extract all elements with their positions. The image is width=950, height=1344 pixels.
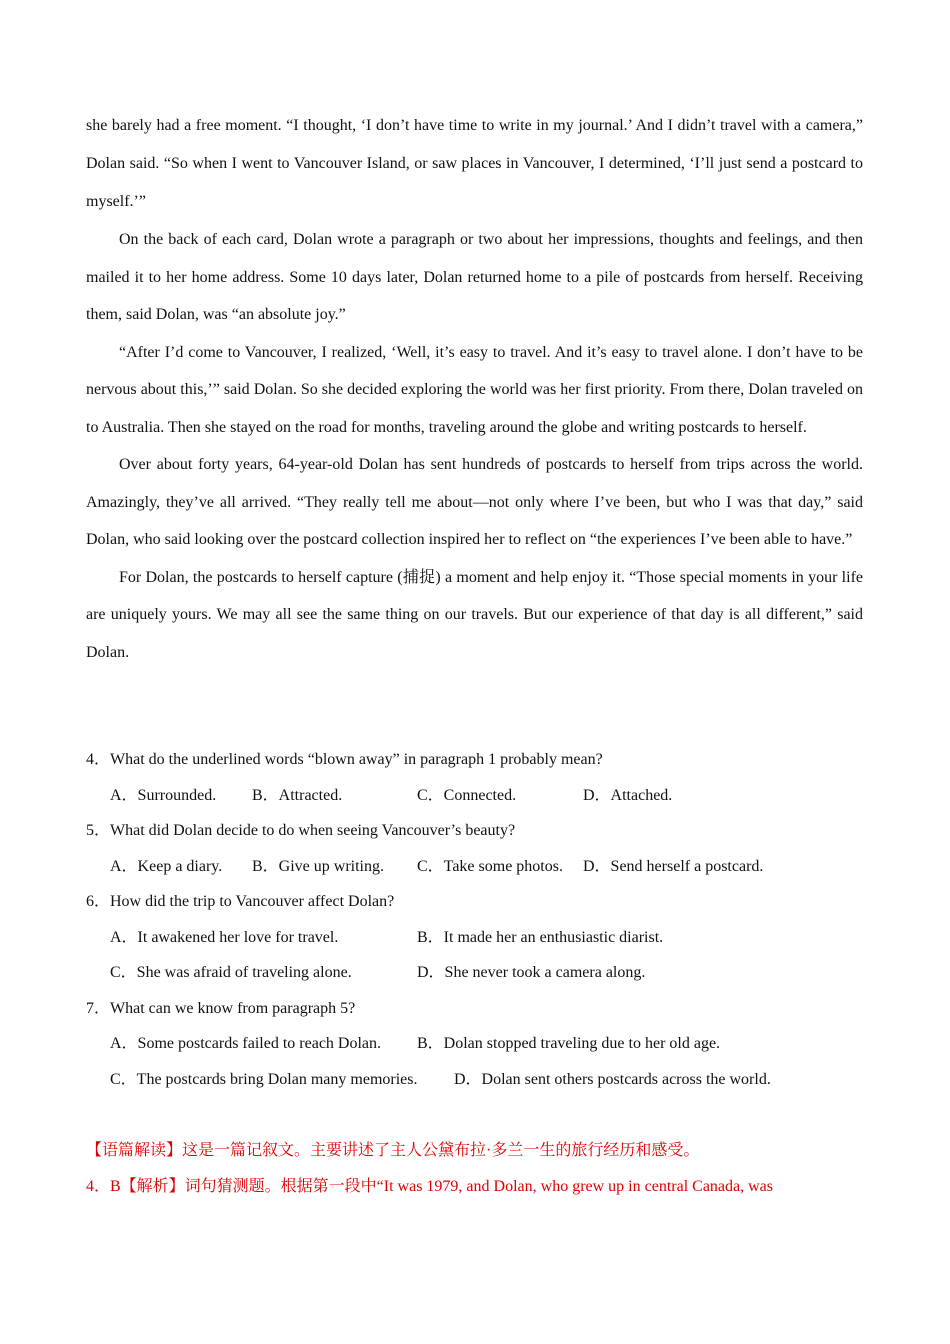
option-row bbox=[86, 849, 863, 885]
passage-paragraph: “After I’d come to Vancouver, I realized, ‘Well, it’s easy to travel. And it’s easy to travel alone. I don’t have to be nervous about this,’” said Dolan. So she decided exploring the world was her first priority. From there, Dolan traveled on to Australia. Then she stayed on the road for months, traveling around the globe and writing postcards to herself. bbox=[86, 343, 863, 436]
question-stem: 5．What did Dolan decide to do when seeing Vancouver’s beauty? bbox=[86, 822, 516, 839]
question-stem: 4．What do the underlined words “blown away” in paragraph 1 probably mean? bbox=[86, 751, 603, 768]
option-row bbox=[86, 955, 863, 991]
option-b: B．It made her an enthusiastic diarist. bbox=[417, 928, 664, 946]
option-d: D．Dolan sent others postcards across the world. bbox=[454, 1070, 771, 1088]
option-c: C．Connected. bbox=[417, 786, 517, 804]
option-row bbox=[86, 1062, 863, 1098]
question-stem: 6．How did the trip to Vancouver affect Dolan? bbox=[86, 893, 395, 910]
option-a: A．Keep a diary. bbox=[110, 857, 223, 875]
option-b: B．Attracted. bbox=[252, 786, 343, 804]
question-list bbox=[86, 742, 863, 1097]
passage-summary: 【语篇解读】这是一篇记叙文。主要讲述了主人公黛布拉·多兰一生的旅行经历和感受。 bbox=[86, 1142, 700, 1159]
option-a: A．Some postcards failed to reach Dolan. bbox=[110, 1035, 382, 1052]
question-stem: 7．What can we know from paragraph 5? bbox=[86, 999, 356, 1017]
passage-paragraph: she barely had a free moment. “I thought, ‘I don’t have time to write in my journal.’ And I didn’t travel with a camera,” Dolan said. “So when I went to Vancouver Island, or saw places in Vancouver, I determined, ‘I’ll just send a postcard to myself.’” bbox=[86, 117, 863, 210]
option-d: D．Attached. bbox=[583, 786, 673, 804]
passage-paragraph: On the back of each card, Dolan wrote a paragraph or two about her impressions, thoughts and feelings, and then mailed it to her home address. Some 10 days later, Dolan returned home to a pile of postcards from herself. Receiving them, said Dolan, was “an absolute joy.” bbox=[86, 231, 863, 323]
option-a: A．Surrounded. bbox=[110, 786, 217, 804]
option-a: A．It awakened her love for travel. bbox=[110, 928, 339, 946]
answer-analysis bbox=[86, 1133, 863, 1204]
option-d: D．Send herself a postcard. bbox=[583, 857, 764, 875]
option-row bbox=[86, 778, 863, 814]
passage-paragraph: For Dolan, the postcards to herself capture (捕捉) a moment and help enjoy it. “Those special moments in your life are uniquely yours. We may all see the same thing on our travels. But our experience of that day is all different,” said Dolan. bbox=[86, 568, 863, 661]
option-row bbox=[86, 920, 863, 956]
option-b: B．Dolan stopped traveling due to her old age. bbox=[417, 1035, 721, 1052]
passage-paragraph: Over about forty years, 64-year-old Dolan has sent hundreds of postcards to herself from trips across the world. Amazingly, they’ve all arrived. “They really tell me about—not only where I’ve been, but who I was that day,” said Dolan, who said looking over the postcard collection inspired her to reflect on “the experiences I’ve been able to have.” bbox=[86, 456, 863, 548]
option-d: D．She never took a camera along. bbox=[417, 964, 646, 981]
option-c: C．Take some photos. bbox=[417, 857, 563, 875]
option-c: C．The postcards bring Dolan many memories. bbox=[110, 1070, 418, 1088]
answer-explanation: 4．B【解析】词句猜测题。根据第一段中“It was 1979, and Dolan, who grew up in central Canada, was bbox=[86, 1177, 774, 1195]
option-c: C．She was afraid of traveling alone. bbox=[110, 964, 352, 981]
reading-passage bbox=[86, 107, 863, 671]
option-row bbox=[86, 1026, 863, 1062]
option-b: B．Give up writing. bbox=[252, 857, 384, 875]
